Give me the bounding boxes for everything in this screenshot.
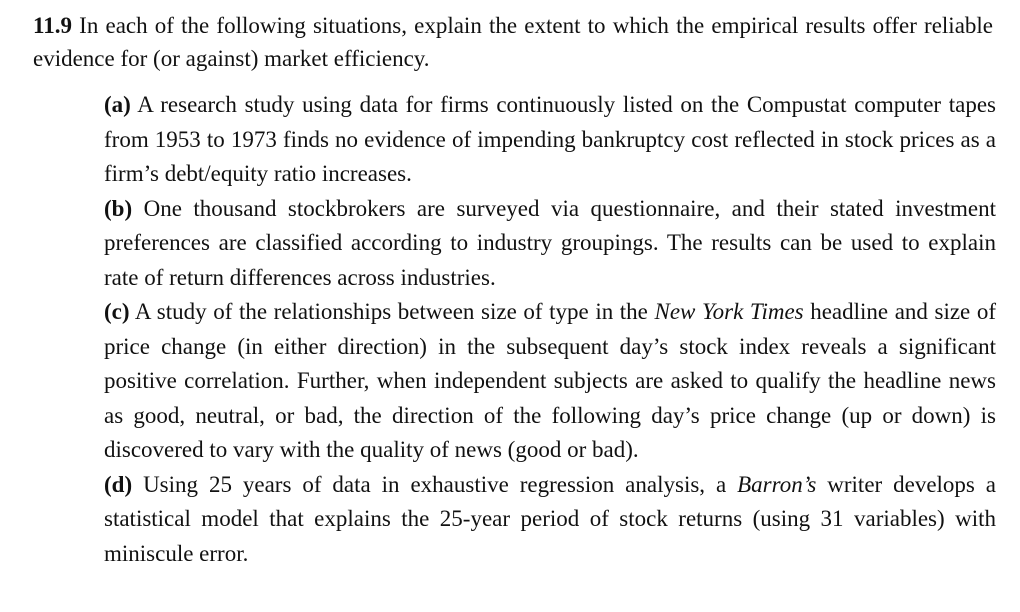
part-b [104,192,996,296]
part-a-letter: (a) [104,92,131,117]
problem-number: 11.9 [33,13,72,38]
problem-prompt: In each of the following situations, explain the extent to which the empirical results offer reliable evidence for (or against) market efficiency. [33,13,994,71]
part-c-text-after: headline and size of price change (in either direction) in the subsequent day’s stock index reveals a significant positive correlation. Further, when independent subjects are asked to qualify the headline news as good, neutral, or bad, the direction of the following day’s price change (up or down) is discovered to vary with the quality of news (good or bad). [104,299,997,462]
part-d-letter: (d) [104,471,133,497]
part-c-text-before: A study of the relationships between size of type in the [134,299,655,324]
part-d-text-after: writer develops a statistical model that explains the 25-year period of stock returns (using 31 variables) with miniscule error. [104,471,997,566]
part-b-text: One thousand stockbrokers are surveyed via questionnaire, and their stated investment preferences are classified according to industry groupings. The results can be used to explain rate of return differences across industries. [104,195,997,290]
part-a-text: A research study using data for firms continuously listed on the Compustat computer tapes from 1953 to 1973 finds no evidence of impending bankruptcy cost reflected in stock prices as a firm’s debt/equity ratio increases. [104,92,997,186]
part-b-letter: (b) [104,195,133,221]
part-d-publication: Barron’s [737,471,817,497]
part-d-text-before: Using 25 years of data in exhaustive regression analysis, a [143,471,738,497]
problem-parts [104,88,996,571]
part-c [104,295,996,468]
part-d [104,468,996,572]
part-a [104,88,996,192]
part-c-letter: (c) [104,299,130,324]
part-c-publication: New York Times [654,299,804,324]
problem-statement [33,9,993,75]
